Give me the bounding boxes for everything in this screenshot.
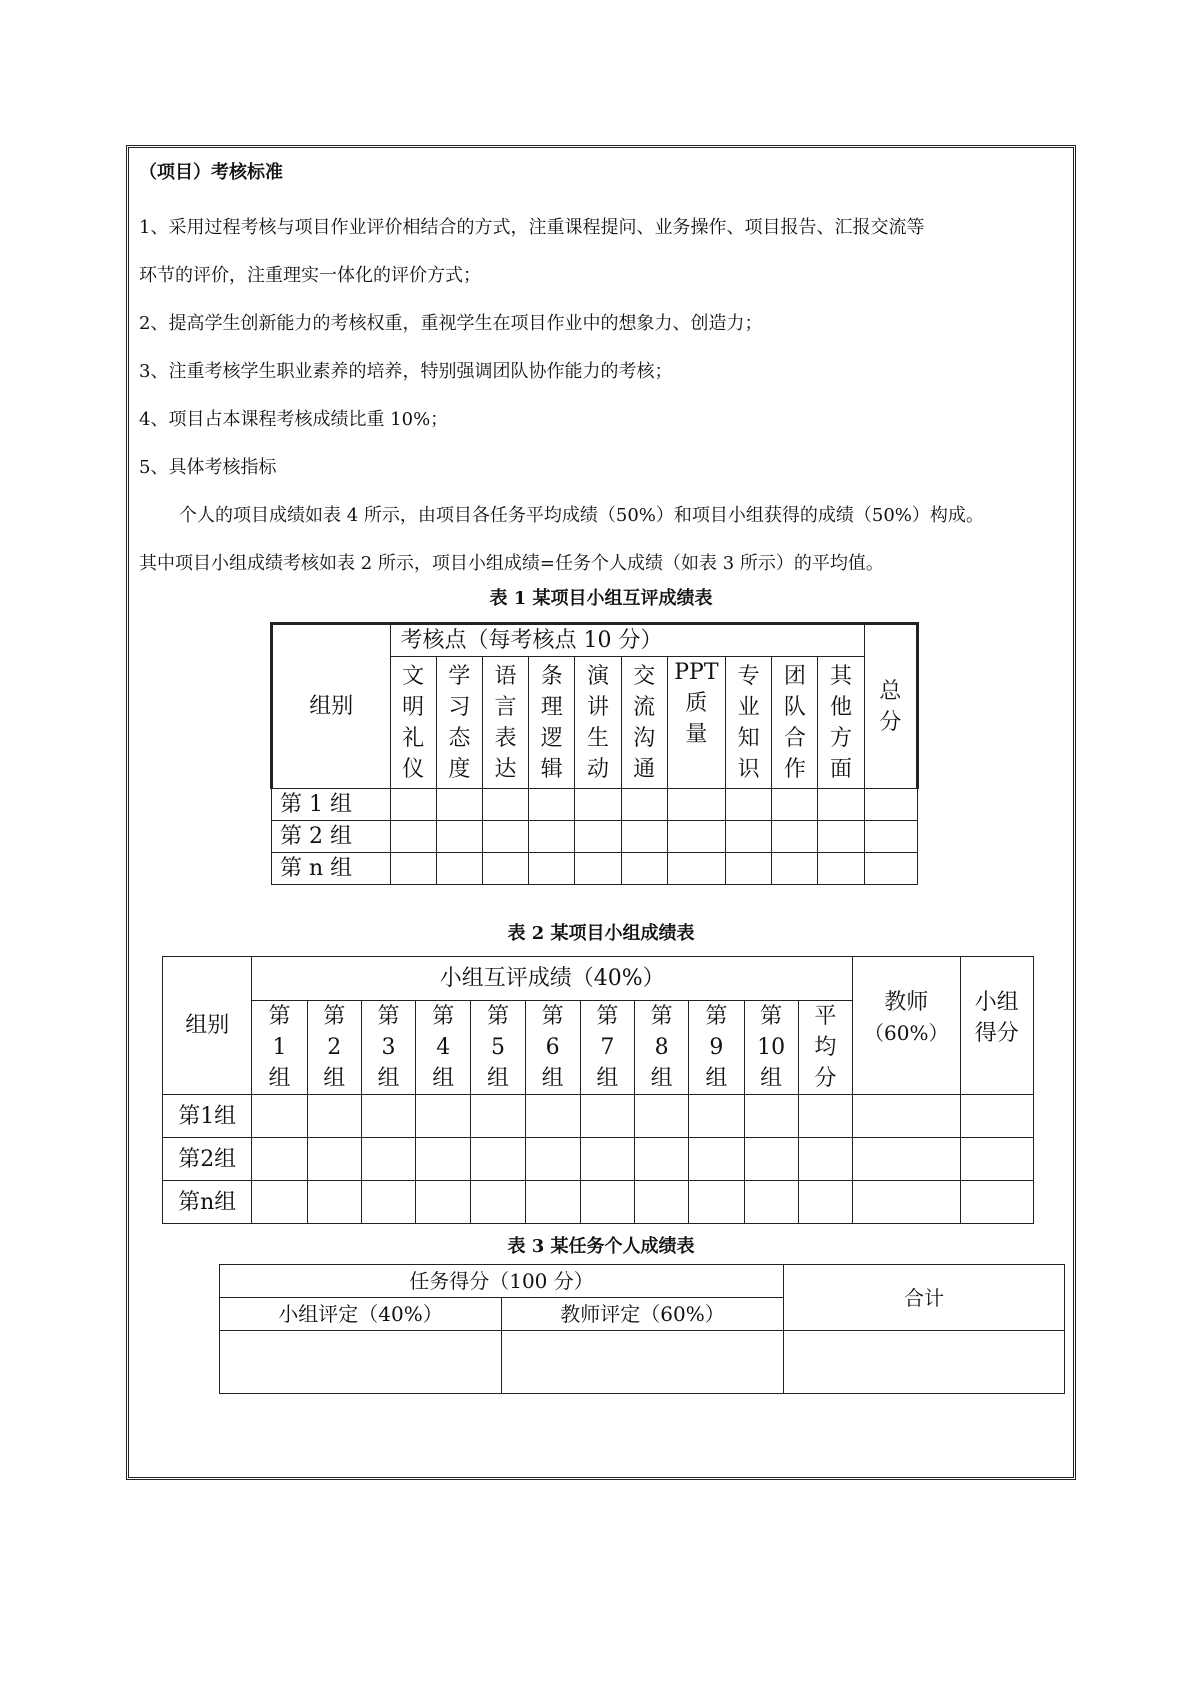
table2-col-2: 第 2 组: [307, 1001, 361, 1095]
table3-group-eval: 小组评定（40%）: [220, 1298, 502, 1331]
table1-row-label: 第 n 组: [272, 853, 391, 885]
body-line-3: 2、提高学生创新能力的考核权重，重视学生在项目作业中的想象力、创造力；: [139, 313, 763, 334]
table1-col-2: 学 习 态 度: [436, 657, 482, 789]
body-line-8: 其中项目小组成绩考核如表 2 所示，项目小组成绩=任务个人成绩（如表 3 所示）的平均值。: [139, 553, 884, 574]
table2-col-7: 第 7 组: [580, 1001, 634, 1095]
table2-row-label: 第2组: [163, 1138, 252, 1181]
table1-col-4: 条 理 逻 辑: [529, 657, 575, 789]
table1-col-10: 其 他 方 面: [818, 657, 864, 789]
table1-total-header: [864, 624, 917, 789]
table3-task-header: 任务得分（100 分）: [220, 1265, 784, 1298]
table3-teacher-eval: 教师评定（60%）: [502, 1298, 784, 1331]
table2-col-10: 第 10 组: [744, 1001, 798, 1095]
table3: [219, 1264, 1065, 1394]
document-frame: [126, 145, 1076, 1480]
table1-col-3: 语 言 表 达: [482, 657, 528, 789]
table2-col-6: 第 6 组: [525, 1001, 580, 1095]
table1-group-header: 组别: [272, 624, 391, 789]
body-line-4: 3、注重考核学生职业素养的培养，特别强调团队协作能力的考核；: [139, 361, 673, 382]
body-line-6: 5、具体考核指标: [139, 457, 277, 478]
body-line-7: 个人的项目成绩如表 4 所示，由项目各任务平均成绩（50%）和项目小组获得的成绩（50%）构成。: [179, 505, 984, 526]
table3-total-header: 合计: [784, 1265, 1065, 1331]
table1-col-9: 团 队 合 作: [772, 657, 818, 789]
table2-teacher-header: 教师 （60%）: [853, 957, 960, 1095]
table1-col-7: PPT 质 量: [667, 657, 725, 789]
table1-caption: 表 1 某项目小组互评成绩表: [489, 588, 713, 609]
body-line-1: 1、采用过程考核与项目作业评价相结合的方式，注重课程提问、业务操作、项目报告、汇报交流等: [139, 217, 925, 238]
table1-col-1: 文 明 礼 仪: [390, 657, 436, 789]
table-row: [163, 1138, 1034, 1181]
table1-total-char-1: 总: [879, 678, 902, 704]
table-row: [272, 821, 918, 853]
table2-col-4: 第 4 组: [416, 1001, 471, 1095]
table1-row-label: 第 1 组: [272, 789, 391, 821]
table2-col-9: 第 9 组: [689, 1001, 744, 1095]
table2-row-label: 第1组: [163, 1095, 252, 1138]
table-row: [272, 853, 918, 885]
table2-row-label: 第n组: [163, 1181, 252, 1224]
table2-col-1: 第 1 组: [252, 1001, 307, 1095]
body-line-5: 4、项目占本课程考核成绩比重 10%；: [139, 409, 449, 430]
section-body: [139, 204, 1063, 588]
table1-col-6: 交 流 沟 通: [621, 657, 667, 789]
table1-col-5: 演 讲 生 动: [575, 657, 621, 789]
table3-caption: 表 3 某任务个人成绩表: [507, 1236, 695, 1257]
table2-score-header: 小组 得分: [960, 957, 1033, 1095]
table1-points-header: 考核点（每考核点 10 分）: [390, 624, 864, 657]
table2-col-avg: 平 均 分: [798, 1001, 852, 1095]
table2-col-3: 第 3 组: [361, 1001, 415, 1095]
table1-col-8: 专 业 知 识: [726, 657, 772, 789]
table-row: [220, 1331, 1065, 1394]
table-row: [163, 1095, 1034, 1138]
table2-col-8: 第 8 组: [635, 1001, 689, 1095]
table1-total-char-2: 分: [879, 709, 902, 735]
section-heading: （项目）考核标准: [139, 162, 283, 183]
table2-caption: 表 2 某项目小组成绩表: [507, 923, 695, 944]
table1-row-label: 第 2 组: [272, 821, 391, 853]
body-line-2: 环节的评价，注重理实一体化的评价方式；: [139, 265, 481, 286]
table2-group-header: 组别: [163, 957, 252, 1095]
table2-peer-header: 小组互评成绩（40%）: [252, 957, 853, 1001]
table1: [270, 622, 919, 885]
assessment-section: [139, 160, 1063, 588]
table-row: [163, 1181, 1034, 1224]
table2-col-5: 第 5 组: [471, 1001, 525, 1095]
table2: [162, 956, 1034, 1224]
table-row: [272, 789, 918, 821]
